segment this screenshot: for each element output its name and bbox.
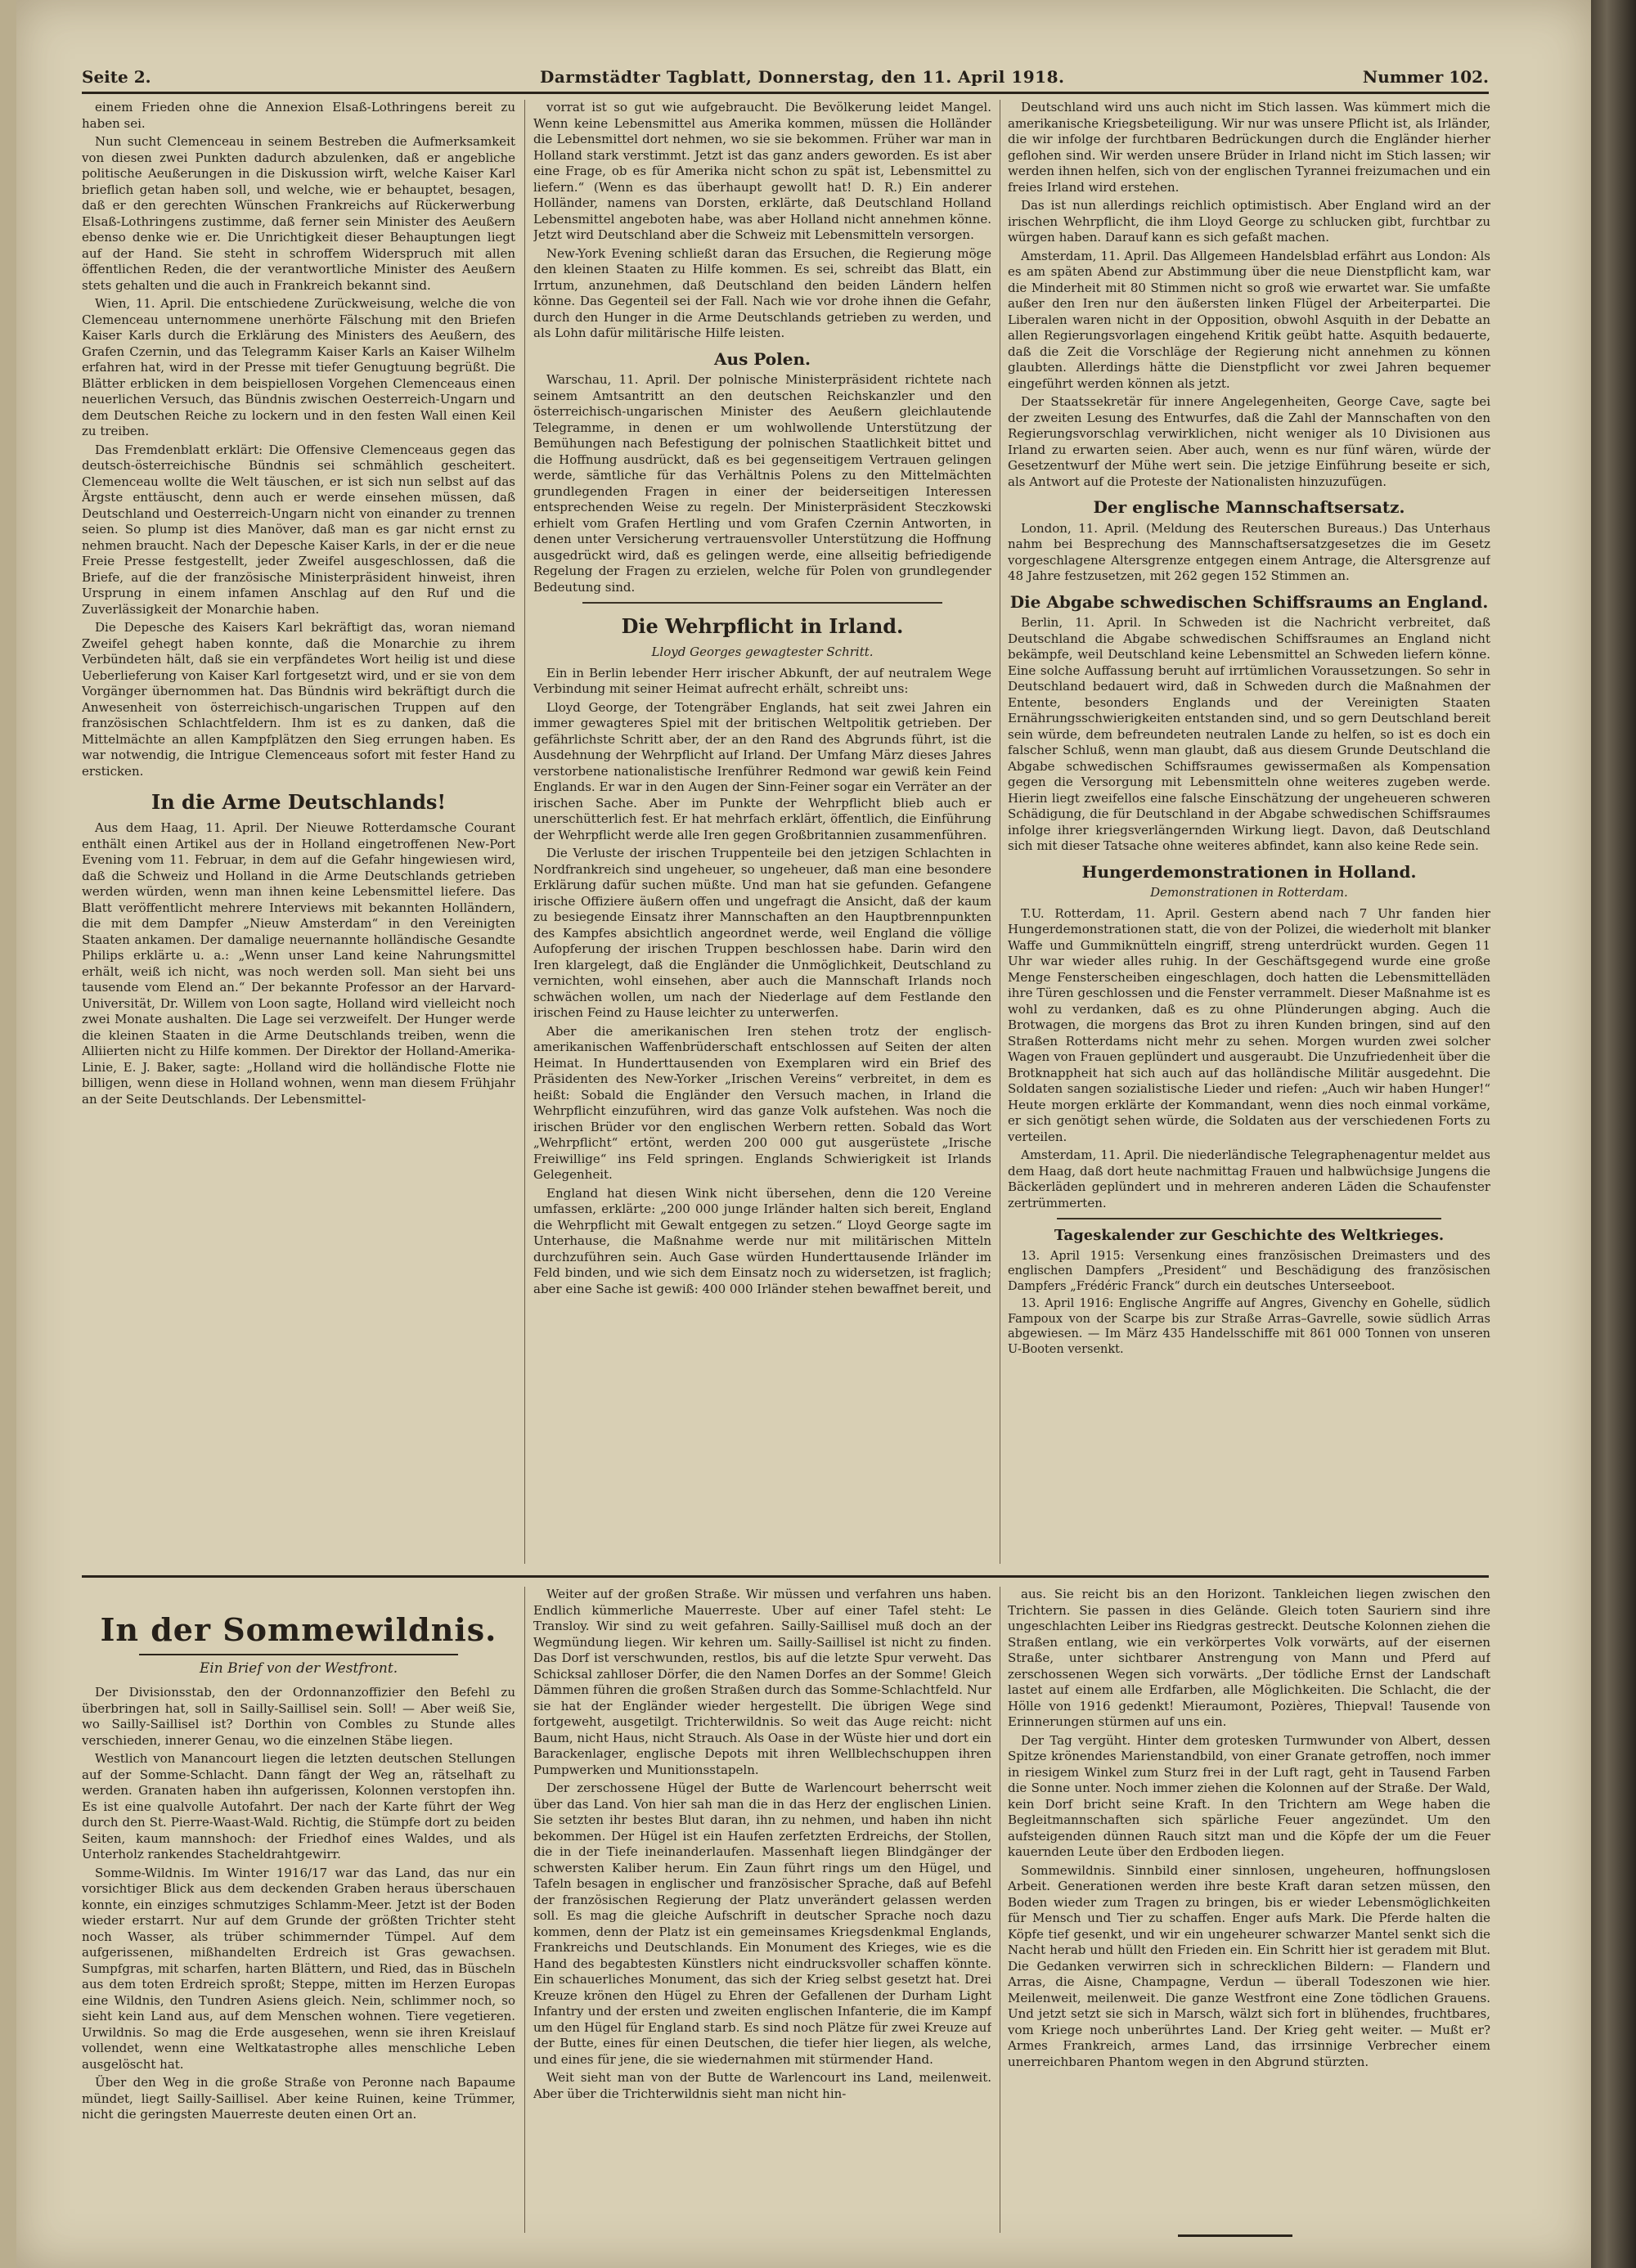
paragraph: vorrat ist so gut wie aufgebraucht. Die Bevölkerung leidet Mangel. Wenn keine Lebensmittel aus Amerika kommen, müssen die Holländer die Lebensmittel dort nehmen, wo sie sie bekommen. Früher war man in Holland stark verstimmt. Jetzt ist das ganz anders geworden. Es ist aber eine Frage, ob es für Amerika nicht schon zu spät ist, Lebensmittel zu liefern.“ (Wenn es das überhaupt gewollt hat! D. R.) Ein anderer Holländer, namens van Dorsten, erklärte, daß Deutschland Holland Lebensmittel angeboten habe, was aber Holland nicht annehmen könne. Jetzt wird Deutschland aber die Schweiz mit Lebensmitteln versorgen.	[533, 100, 991, 242]
paragraph: Lloyd George, der Totengräber Englands, hat seit zwei Jahren ein immer gewagteres Spiel mit der britischen Weltpolitik getrieben. Der gefährlichste Schritt aber, der an den Rand des Abgrunds führt, ist die Ausdehnung der Wehrpflicht auf Irland. Der Umfang März dieses Jahres verstorbene nationalistische Irenführer Redmond war gewiß kein Feind Englands. Er war in den Augen der Sinn-Feiner sogar ein Verräter an der irischen Sache. Aber im Punkte der Wehrpflicht blieb auch er unerschütterlich fest. Er hat mehrfach erklärt, öffentlich, die Einführung der Wehrpflicht werde alle Iren gegen Großbritannien zusammenführen.	[533, 699, 991, 842]
feature-column-2	[533, 1587, 991, 2225]
heading-hungerdemonstrationen: Hungerdemonstrationen in Holland.	[1081, 861, 1417, 882]
heading-aus-polen: Aus Polen.	[714, 348, 811, 369]
paragraph: Der Tag vergüht. Hinter dem grotesken Turmwunder von Albert, dessen Spitze krönendes Marienstandbild, von einer Granate getroffen, noch immer in riesigem Winkel zum Sturz frei in der Luft ragt, geht in Tausend Farben die Sonne unter. Noch immer ziehen die Kolonnen auf der Straße. Der Wald, kein Dorf bricht seine Kraft. In den Trichtern am Wege haben die Begleitmannschaften sich spärliche Feuer angezündet. Um den aufsteigenden dünnen Rauch sitzt man und die Köpfe der um die Feuer kauernden Leute über den Erdboden liegen.	[1008, 1732, 1490, 1859]
paragraph: Die Depesche des Kaisers Karl bekräftigt das, woran niemand Zweifel gehegt haben konnte, daß die Monarchie zu ihrem Verbündeten hält, daß sie ein verpfändetes Wort heilig ist und diese Ueberlieferung von Kaiser Karl fortgesetzt wird, und er sie von dem Vorgänger übernommen hat. Das Bündnis wird bekräftigt durch die Anwesenheit von österreichisch-ungarischen Truppen auf den französischen Schlachtfeldern. Ihm ist es zu danken, daß die Mittelmächte an allen Kampfplätzen den Sieg errungen haben. Es war notwendig, die Intrigue Clemenceaus sofort mit fester Hand zu ersticken.	[82, 620, 515, 779]
paragraph: Aber die amerikanischen Iren stehen trotz der englisch-amerikanischen Waffenbrüderschaft entschlossen auf Seiten der alten Heimat. In Hunderttausenden von Exemplaren wird ein Brief des Präsidenten des New-Yorker „Irischen Vereins“ verbreitet, in dem es heißt: Sobald die Engländer den Versuch machen, in Irland die Wehrpflicht einzuführen, wird das ganze Volk aufstehen. Was noch die irischen Brüder vor den englischen Werbern retten. Sobald das Wort „Wehrpflicht“ ertönt, werden 200 000 gut ausgerüstete „Irische Freiwillige“ ins Feld springen. Englands Schwierigkeit ist Irlands Gelegenheit.	[533, 1023, 991, 1182]
masthead-title: Darmstädter Tagblatt, Donnerstag, den 11. April 1918.	[540, 67, 1065, 87]
end-rule	[1178, 2234, 1292, 2237]
column-1	[82, 100, 515, 1564]
paragraph: Wien, 11. April. Die entschiedene Zurückweisung, welche die von Clemenceau unternommene unerhörte Fälschung mit den Briefen Kaiser Karls durch die Erklärung des Ministers des Aeußern, des Grafen Czernin, und das Telegramm Kaiser Karls an Kaiser Wilhelm erfahren hat, wird in der Presse mit tiefer Genugtuung begrüßt. Die Blätter erblicken in dem beispiellosen Vorgehen Clemenceaus einen neuerlichen Versuch, das Bündnis zwischen Oesterreich-Ungarn und dem Deutschen Reiche zu lockern und in den festen Wall einen Keil zu treiben.	[82, 296, 515, 438]
paragraph: Das Fremdenblatt erklärt: Die Offensive Clemenceaus gegen das deutsch-österreichische Bündnis sei schmählich gescheitert. Clemenceau wollte die Welt täuschen, er ist sich nun selbst auf das Ärgste enttäuscht, denn auch er werde einsehen müssen, daß Deutschland und Oesterreich-Ungarn nicht von einander zu trennen seien. So plump ist dies Manöver, daß man es gar nicht ernst zu nehmen braucht. Nach der Depesche Kaiser Karls, in der er die neue Freie Presse festgestellt, jeder Zweifel ausgeschlossen, daß die Briefe, auf die der französische Ministerpräsident hinweist, ihren Ursprung in einem infamen Anschlag auf den Ruf und die Zuverlässigkeit der Monarchie haben.	[82, 442, 515, 617]
paragraph: Die Verluste der irischen Truppenteile bei den jetzigen Schlachten in Nordfrankreich sind ungeheuer, so ungeheuer, daß man eine besondere Erklärung dafür suchen müßte. Und man hat sie gefunden. Gefangene irische Offiziere äußern offen und ungefragt die Ansicht, daß der kaum zu besiegende Einsatz ihrer Mannschaften an den Hauptbrennpunkten des Kampfes absichtlich angeordnet werde, weil England die völlige Aufopferung der irischen Truppen beschlossen habe. Darin wird den Iren klargelegt, daß die Engländer die Unmöglichkeit, Deutschland zu vernichten, wohl einsehen, aber auch die Mannschaft Irlands noch schwächen wollen, um nach der Niederlage auf dem Festlande den irischen Feind zu Hause leichter zu unterwerfen.	[533, 846, 991, 1020]
calendar-entry: 13. April 1915: Versenkung eines französischen Dreimasters und des englischen Dampfers „President“ und Beschädigung des französischen Dampfers „Frédéric Franck“ durch ein deutsches Unterseeboot.	[1008, 1249, 1490, 1293]
paragraph: Der Divisionsstab, den der Ordonnanzoffizier den Befehl zu überbringen hat, soll in Sailly-Saillisel sein. Soll! — Aber weiß Sie, wo Sailly-Saillisel ist? Dorthin von Combles zu Stunde alles verschieden, innerer Genau, wo die einzelnen Stäbe liegen.	[82, 1685, 515, 1748]
heading-schiffsraum: Die Abgabe schwedischen Schiffsraums an England.	[1009, 591, 1489, 612]
book-binding	[1591, 0, 1636, 2268]
page-number: Seite 2.	[82, 67, 151, 87]
column-3	[1008, 100, 1490, 1564]
paragraph: einem Frieden ohne die Annexion Elsaß-Lothringens bereit zu haben sei.	[82, 100, 515, 131]
calendar-entry: 13. April 1916: Englische Angriffe auf Angres, Givenchy en Gohelle, südlich Fampoux von der Scarpe bis zur Straße Arras–Gavrelle, sowie südlich Arras abgewiesen. — Im März 435 Handelsschiffe mit 861 000 Tonnen von unseren U-Booten versenkt.	[1008, 1297, 1490, 1356]
subheading: Lloyd Georges gewagtester Schritt.	[651, 644, 874, 659]
heading-mannschaftsersatz: Der englische Mannschaftsersatz.	[1093, 497, 1405, 517]
paragraph: Sommewildnis. Sinnbild einer sinnlosen, ungeheuren, hoffnungslosen Arbeit. Generationen werden ihre beste Kraft daran setzen müssen, den Boden wieder zum Tragen zu bringen, bis er wieder Lebensmöglichkeiten für Mensch und Tier zu schaffen. Enger aufs Mark. Die Pferde halten die Köpfe tief gesenkt, und wir ein ungeheurer schwarzer Mantel senkt sich die Nacht herab und hüllt den Frieden ein. Ein Schritt hier ist geradem mit Blut. Die Gedanken verwirren sich in schrecklichen Bildern: — Flandern und Arras, die Aisne, Champagne, Verdun — überall Todeszonen wie hier. Meilenweit, meilenweit. Die ganze Westfront eine Zone tödlichen Grauens. Und jetzt setzt sie sich in Marsch, wälzt sich fort in blühendes, fruchtbares, vom Kriege noch unberührtes Land. Der Krieg geht weiter. — Mußt er? Armes Frankreich, armes Land, das irrsinnige Verbrecher einem unerreichbaren Phantom wegen in den Abgrund stürzten.	[1008, 1862, 1490, 2069]
paragraph: Somme-Wildnis. Im Winter 1916/17 war das Land, das nur ein vorsichtiger Blick aus dem deckenden Graben heraus überschauen konnte, ein einziges schmutziges Schlamm-Meer. Jetzt ist der Boden wieder erstarrt. Nur auf dem Grunde der größten Trichter steht noch Wasser, als trüber schimmernder Tümpel. Auf dem aufgerissenen, mißhandelten Erdreich ist Gras gewachsen. Sumpfgras, mit scharfen, harten Blättern, und Ried, das in Büscheln aus dem toten Erdreich sproßt; Steppe, mitten im Herzen Europas eine Wildnis, den Tundren Asiens gleich. Nein, schlimmer noch, so sieht kein Land aus, auf dem Menschen wohnen. Tiere vegetieren. Urwildnis. So mag die Erde ausgesehen, wenn sie ihren Kreislauf vollendet, wenn eine Weltkatastrophe alles menschliche Leben ausgelöscht hat.	[82, 1865, 515, 2072]
section-rule	[1057, 1218, 1441, 1219]
feature-column-1	[82, 1685, 515, 2225]
feature-column-3	[1008, 1587, 1490, 2225]
feuilleton-rule	[82, 1575, 1489, 1578]
feature-title: In der Sommewildnis.	[100, 1611, 497, 1648]
paragraph: Aus dem Haag, 11. April. Der Nieuwe Rotterdamsche Courant enthält einen Artikel aus der in Holland eingetroffenen New-Port Evening vom 11. Februar, in dem auf die Gefahr hingewiesen wird, daß die Schweiz und Holland in die Arme Deutschlands getrieben werden würden, wenn man ihnen keine Lebensmittel liefere. Das Blatt veröffentlicht mehrere Interviews mit bekannten Holländern, die mit dem Dampfer „Nieuw Amsterdam“ in den Vereinigten Staaten ankamen. Der damalige neuernannte holländische Gesandte Philips erklärte u. a.: „Wenn unser Land keine Nahrungsmittel erhält, weiß ich nicht, was noch werden soll. Man sieht bei uns tausende vom Elend an.“ Der bekannte Professor an der Harvard-Universität, Dr. Willem von Loon sagte, Holland wird vielleicht noch zwei Monate aushalten. Die Lage sei verzweifelt. Der Hunger werde die kleinen Staaten in die Arme Deutschlands treiben, wenn die Alliierten nicht zu Hilfe kommen. Der Direktor der Holland-Amerika-Linie, E. J. Baker, sagte: „Holland wird die holländische Flotte nie billigen, wenn diese in Holland wohnen, wenn man diesem Frühjahr an der Seite Deutschlands. Der Lebensmittel-	[82, 820, 515, 1107]
section-rule	[582, 602, 942, 604]
paragraph: London, 11. April. (Meldung des Reuterschen Bureaus.) Das Unterhaus nahm bei Besprechung des Mannschaftsersatzgesetzes die im Gesetz vorgeschlagene Altersgrenze entgegen einem Antrage, die Altersgrenze auf 48 Jahre festzusetzen, mit 262 gegen 152 Stimmen an.	[1008, 520, 1490, 583]
paragraph: Westlich von Manancourt liegen die letzten deutschen Stellungen auf der Somme-Schlacht. Dann fängt der Weg an, rätselhaft zu werden. Granaten haben ihn aufgerissen, Kolonnen verstopfen ihn. Es ist eine qualvolle Autofahrt. Der nach der Karte führt der Weg durch den St. Pierre-Waast-Wald. Richtig, die Stümpfe dort zu beiden Seiten, kaum mannshoch: der Friedhof eines Waldes, und als Unterholz rankendes Stacheldrahtgewirr.	[82, 1751, 515, 1862]
paragraph: Der zerschossene Hügel der Butte de Warlencourt beherrscht weit über das Land. Von hier sah man die in das Herz der englischen Linien. Sie setzten ihr bestes Blut daran, ihn zu nehmen, und haben ihn nicht bekommen. Der Hügel ist ein Haufen zerfetzten Erdreichs, der Stollen, die in der Tiefe ineinanderlaufen. Massenhaft liegen Blindgänger der schwersten Kaliber herum. Ein Zaun führt rings um den Hügel, und Tafeln besagen in englischer und französischer Sprache, daß auf Befehl der französischen Regierung der Platz unverändert gelassen werden soll. Es mag die gleiche Aufschrift in deutscher Sprache noch dazu kommen, denn der Platz ist ein gemeinsames Kriegsdenkmal Englands, Frankreichs und Deutschlands. Ein Monument des Krieges, wie es die Hand des begabtesten Künstlers nicht eindrucksvoller schaffen könnte. Ein schauerliches Monument, das sich der Krieg selbst gesetzt hat. Drei Kreuze krönen den Hügel zu Ehren der Gefallenen der Durham Light Infantry und der ersten und zweiten englischen Infanterie, die im Kampf um den Hügel für England starb. Es sind noch Plätze für zwei Kreuze auf der Butte, eines für einen Deutschen, die tiefer hier liegen, als welche, und eines für jene, die sie wiedernahmen mit stürmender Hand.	[533, 1781, 991, 2067]
paragraph: Der Staatssekretär für innere Angelegenheiten, George Cave, sagte bei der zweiten Lesung des Entwurfes, daß die Zahl der Mannschaften von den Regierungsvorschlag verwirklichen, nicht weniger als 10 Divisionen aus Irland zu erwarten seien. Aber auch, wenn es nur fünf wären, würde der Gesetzentwurf der Mühe wert sein. Die jetzige Einführung beseite er sich, als Antwort auf die Proteste der Nationalisten hinzuzufügen.	[1008, 394, 1490, 489]
paragraph: aus. Sie reicht bis an den Horizont. Tankleichen liegen zwischen den Trichtern. Sie passen in dies Gelände. Gleich toten Sauriern sind ihre ungeschlachten Leiber ins Riedgras gestreckt. Deutsche Kolonnen ziehen die Straßen entlang, wie ein verkörpertes Volk vorwärts, auf der eisernen Straße, unter sichtbarer Anstrengung von Mann und Pferd auf zerschossenen Wegen sich vorwärts. „Der tödliche Ernst der Landschaft lastet auf einem alle Erdfarben, alle Möglichkeiten. Die Schlacht, die der Hölle von 1916 gedenkt! Mieraumont, Pozières, Thiepval! Tausende von Erinnerungen stürmen auf uns ein.	[1008, 1587, 1490, 1729]
tageskalender-title: Tageskalender zur Geschichte des Weltkrieges.	[1054, 1227, 1445, 1244]
title-underline	[139, 1654, 458, 1655]
paragraph: Berlin, 11. April. In Schweden ist die Nachricht verbreitet, daß Deutschland die Abgabe schwedischen Schiffsraumes an England nicht bekämpfe, weil Deutschland keine Lebensmittel an Schweden liefern könne. Eine solche Auffassung beruht auf irrtümlichen Voraussetzungen. So sehr in Deutschland bedauert wird, daß in Schweden durch die Maßnahmen der Entente, besonders Englands und der Vereinigten Staaten Ernährungsschwierigkeiten entstanden sind, und so gern Deutschland bereit sein würde, dem befreundeten neutralen Lande zu helfen, so ist es doch ein falscher Schluß, wenn man glaubt, daß aus diesem Grunde Deutschland die Abgabe schwedischen Schiffsraumes gewissermaßen als Kompensation gegen die Versorgung mit Lebensmitteln ohne weiteres zugeben werde. Hierin liegt zweifellos eine falsche Einschätzung der ungeheueren schweren Schädigung, die für Deutschland in der Abgabe schwedischen Schiffsraumes infolge ihrer kriegsverlängernden Wirkung liegt. Davon, daß Deutschland sich mit dieser Tatsache ohne weiteres abfindet, kann also keine Rede sein.	[1008, 615, 1490, 853]
paragraph: Weiter auf der großen Straße. Wir müssen und verfahren uns haben. Endlich kümmerliche Mauerreste. Uber auf einer Tafel steht: Le Transloy. Wir sind zu weit gefahren. Sailly-Saillisel muß doch an der Wegmündung liegen. Wir kehren um. Sailly-Saillisel ist nicht zu finden. Das Dorf ist verschwunden, restlos, bis auf die letzte Spur verweht. Das Schicksal zahlloser Dörfer, die den Namen Dorfes an der Somme! Gleich Dämmen führen die großen Straßen durch das Somme-Schlachtfeld. Nur sie hat der Engländer wieder hergestellt. Die übrigen Wege sind fortgeweht, ausgetilgt. Trichterwildnis. So weit das Auge reicht: nicht Baum, nicht Haus, nicht Strauch. Als Oase in der Wüste hier und dort ein Barackenlager, englische Depots mit ihren Wellblechschuppen ihren Pumpwerken und Munitionsstapeln.	[533, 1587, 991, 1777]
paragraph: Warschau, 11. April. Der polnische Ministerpräsident richtete nach seinem Amtsantritt an den deutschen Reichskanzler und den österreichisch-ungarischen Minister des Aeußern gleichlautende Telegramme, in denen er um wohlwollende Unterstützung der Bemühungen nach Befestigung der polnischen Staatlichkeit bittet und die Hoffnung ausdrückt, daß es bei gegenseitigem Vertrauen gelingen werde, sämtliche für das Verhältnis Polens zu den Mittelmächten grundlegenden Fragen in einer der beiderseitigen Interessen entsprechenden Weise zu regeln. Der Ministerpräsident Steczkowski erhielt vom Grafen Hertling und vom Grafen Czernin Antworten, in denen unter Versicherung vertrauensvoller Unterstützung die Hoffnung ausgedrückt wird, daß es gelingen werde, eine allseitig befriedigende Regelung der Fragen zu erzielen, welche für Polen von grundlegender Bedeutung sind.	[533, 372, 991, 595]
paragraph: New-York Evening schließt daran das Ersuchen, die Regierung möge den kleinen Staaten zu Hilfe kommen. Es sei, schreibt das Blatt, ein Irrtum, anzunehmen, daß Deutschland den beiden Ländern helfen könne. Das Gegenteil sei der Fall. Nach wie vor drohe ihnen die Gefahr, durch den Hunger in die Arme Deutschlands getrieben zu werden, und als Lohn dafür militärische Hilfe leisten.	[533, 245, 991, 340]
masthead	[82, 59, 1489, 94]
issue-number: Nummer 102.	[1362, 67, 1489, 87]
paragraph: England hat diesen Wink nicht übersehen, denn die 120 Vereine umfassen, erklärte: „200 000 junge Irländer halten sich bereit, England die Wehrpflicht mit Gewalt entgegen zu setzen.“ Lloyd George sagte im Unterhause, die Maßnahme werde nur mit militärischen Mitteln durchzuführen sein. Auch Gase würden Hunderttausende Irländer im Feld binden, und wie sich dem Einsatz noch zu widersetzen, ist fraglich; aber eine Sache ist gewiß: 400 000 Irländer stehen bewaffnet bereit, und	[533, 1185, 991, 1296]
paragraph: Weit sieht man von der Butte de Warlencourt ins Land, meilenweit. Aber über die Trichterwildnis sieht man nicht hin-	[533, 2070, 991, 2101]
column-divider	[524, 1587, 525, 2233]
column-2	[533, 100, 991, 1564]
paragraph: Nun sucht Clemenceau in seinem Bestreben die Aufmerksamkeit von diesen zwei Punkten dadurch abzulenken, daß er angebliche politische Aeußerungen in die Diskussion wirft, welche Kaiser Karl brieflich getan haben soll, und welche, wie er behauptet, besagen, daß er den gerechten Wünschen Frankreichs auf Rückerwerbung Elsaß-Lothringens zustimme, daß ferner sein Minister des Aeußern ebenso denke wie er. Die Unrichtigkeit dieser Behauptungen liegt auf der Hand. Sie steht in schroffem Widerspruch mit allen öffentlichen Reden, die der verantwortliche Minister des Aeußern stets gehalten und die auch in Frankreich bekannt sind.	[82, 134, 515, 293]
subheading: Demonstrationen in Rotterdam.	[1150, 885, 1348, 900]
paragraph: Amsterdam, 11. April. Das Allgemeen Handelsblad erfährt aus London: Als es am späten Abend zur Abstimmung über die neue Dienstpflicht kam, war die Minderheit mit 80 Stimmen nicht so groß wie erwartet war. Sie umfaßte außer den Iren nur den äußersten linken Flügel der Arbeiterpartei. Die Liberalen waren nicht in der Opposition, obwohl Asquith in der Debatte an allen Regierungsvorlagen eingehend Kritik geübt hatte. Asquith bedauerte, daß die Zeit die Vorschläge der Regierung nicht annehmen zu können glaubten. Allerdings hätte die Dienstpflicht vor zwei Jahren bequemer eingeführt werden können als jetzt.	[1008, 248, 1490, 391]
paragraph: Das ist nun allerdings reichlich optimistisch. Aber England wird an der irischen Wehrpflicht, die ihm Lloyd George zu schlucken gibt, furchtbar zu würgen haben. Darauf kann es sich gefaßt machen.	[1008, 198, 1490, 245]
paragraph: T.U. Rotterdam, 11. April. Gestern abend nach 7 Uhr fanden hier Hungerdemonstrationen statt, die von der Polizei, die wiederholt mit blanker Waffe und Gummiknütteln eingriff, streng unterdrückt wurden. Gegen 11 Uhr war wieder alles ruhig. In der Geschäftsgegend wurde eine große Menge Fensterscheiben eingeschlagen, doch hatten die Lebensmittelläden ihre Türen geschlossen und die Fenster verrammelt. Dieser Maßnahme ist es wohl zu verdanken, daß es zu ohne Plünderungen abging. Auch die Brotwagen, die morgens das Brot zu ihren Kunden bringen, sind auf den Straßen Rotterdams nicht mehr zu sehen. Morgen wurden zwei solcher Wagen von Frauen geplündert und ausgeraubt. Die Unzufriedenheit über die Brotknappheit hat sich auch auf das holländische Militär ausgedehnt. Die Soldaten sangen sozialistische Lieder und riefen: „Auch wir haben Hunger!“ Heute morgen erklärte der Kommandant, wenn dies noch einmal vorkäme, er sich genötigt sehen würde, die Soldaten aus der verschiedenen Forts zu verteilen.	[1008, 905, 1490, 1144]
heading-arme-deutschlands: In die Arme Deutschlands!	[151, 790, 446, 814]
feature-subtitle: Ein Brief von der Westfront.	[199, 1660, 398, 1677]
paragraph: Über den Weg in die große Straße von Peronne nach Bapaume mündet, liegt Sailly-Saillisel. Aber keine Ruinen, keine Trümmer, nicht die geringsten Mauerreste deuten einen Ort an.	[82, 2075, 515, 2122]
column-divider	[524, 100, 525, 1564]
paragraph: Amsterdam, 11. April. Die niederländische Telegraphenagentur meldet aus dem Haag, daß dort heute nachmittag Frauen und halbwüchsige Jungens die Bäckerläden geplündert und in mehreren anderen Läden die Schaufenster zertrümmerten.	[1008, 1147, 1490, 1210]
paragraph: Deutschland wird uns auch nicht im Stich lassen. Was kümmert mich die amerikanische Kriegsbeteiligung. Wir nur was unsere Pflicht ist, als Irländer, die wir infolge der furchtbaren Bedrückungen durch die Engländer hierher geflohen sind. Wir werden unsere Brüder in Irland nicht im Stich lassen; wir werden ihnen helfen, sich von der englischen Tyrannei freizumachen und ein freies Irland wird erstehen.	[1008, 100, 1490, 195]
heading-wehrpflicht-irland: Die Wehrpflicht in Irland.	[621, 614, 904, 638]
paragraph: Ein in Berlin lebender Herr irischer Abkunft, der auf neutralem Wege Verbindung mit seiner Heimat aufrecht erhält, schreibt uns:	[533, 665, 991, 696]
